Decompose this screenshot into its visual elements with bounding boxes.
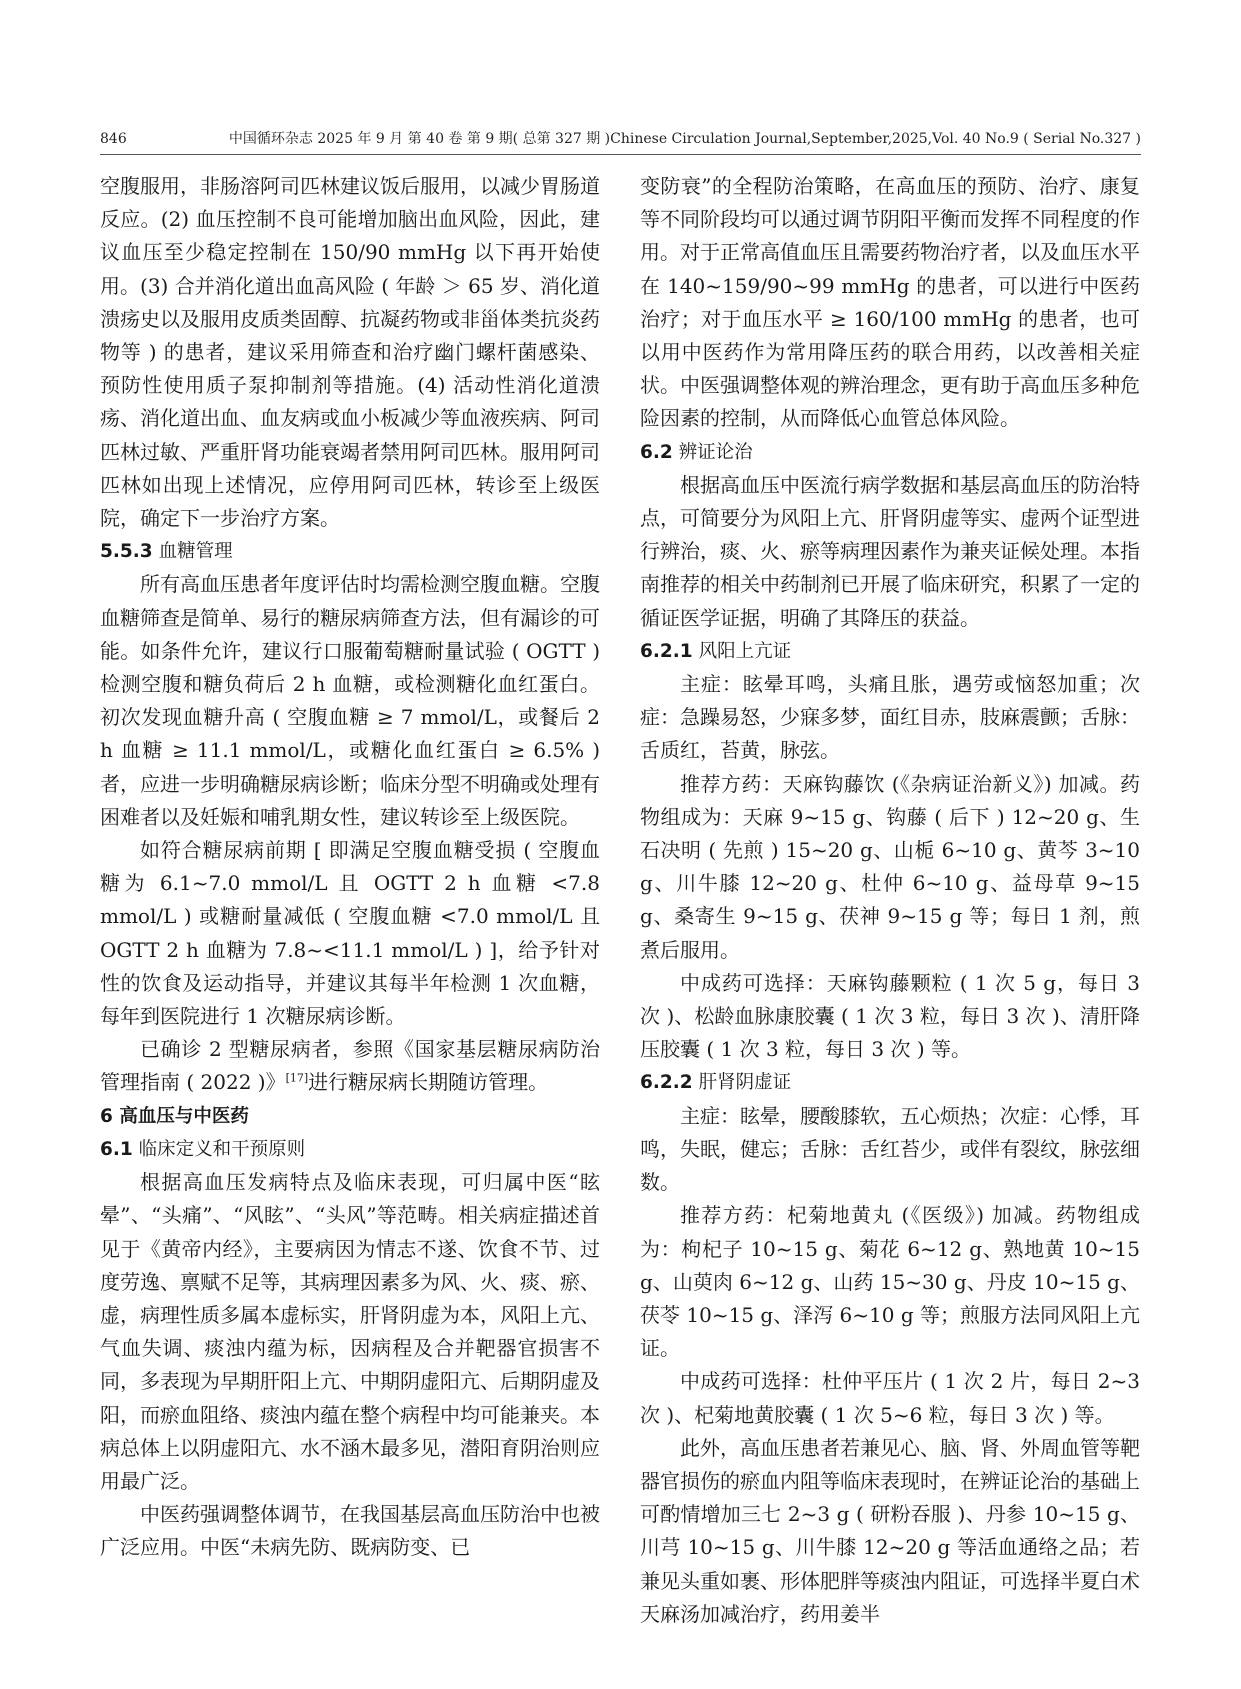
paragraph: 推荐方药：杞菊地黄丸 (《医级》) 加减。药物组成为：枸杞子 10~15 g、菊花 6~12 g、熟地黄 10~15 g、山萸肉 6~12 g、山药 15~30 g、丹皮 10~15 g、茯苓 10~15 g、泽泻 6~10 g 等；煎服方法同风阳上亢证。: [640, 1203, 1140, 1361]
paragraph: 主症：眩晕耳鸣，头痛且胀，遇劳或恼怒加重；次症：急躁易怒，少寐多梦，面红目赤，肢麻震颤；舌脉：舌质红，苔黄，脉弦。: [640, 672, 1140, 763]
paragraph-text: 已确诊 2 型糖尿病者，参照《国家基层糖尿病防治管理指南 ( 2022 )》: [100, 1037, 600, 1095]
running-header: [100, 128, 1141, 150]
left-column: [100, 170, 600, 1650]
header-rule: [100, 154, 1141, 155]
citation-ref[interactable]: [17]: [285, 1071, 309, 1085]
section-number: 6.2: [640, 441, 673, 463]
section-number: 6.1: [100, 1138, 133, 1160]
paragraph-with-citation: [100, 1033, 600, 1099]
paragraph: 变防衰”的全程防治策略，在高血压的预防、治疗、康复等不同阶段均可以通过调节阴阳平衡而发挥不同程度的作用。对于正常高值血压且需要药物治疗者，以及血压水平在 140~159/90~99 mmHg 的患者，可以进行中医药治疗；对于血压水平 ≥ 160/100 mmHg 的患者，也可以用中医药作为常用降压药的联合用药，以改善相关症状。中医强调整体观的辨治理念，更有助于高血压多种危险因素的控制，从而降低心血管总体风险。: [640, 174, 1140, 431]
paragraph: 空腹服用，非肠溶阿司匹林建议饭后服用，以减少胃肠道反应。(2) 血压控制不良可能增加脑出血风险，因此，建议血压至少稳定控制在 150/90 mmHg 以下再开始使用。(3) 合并消化道出血高风险 ( 年龄 ＞ 65 岁、消化道溃疡史以及服用皮质类固醇、抗凝药物或非甾体类抗炎药物等 ) 的患者，建议采用筛查和治疗幽门螺杆菌感染、预防性使用质子泵抑制剂等措施。(4) 活动性消化道溃疡、消化道出血、血友病或血小板减少等血液疾病、阿司匹林过敏、严重肝肾功能衰竭者禁用阿司匹林。服用阿司匹林如出现上述情况，应停用阿司匹林，转诊至上级医院，确定下一步治疗方案。: [100, 174, 600, 531]
section-title: 辨证论治: [678, 441, 753, 463]
paragraph: 根据高血压中医流行病学数据和基层高血压的防治特点，可简要分为风阳上亢、肝肾阴虚等实、虚两个证型进行辨治，痰、火、瘀等病理因素作为兼夹证候处理。本指南推荐的相关中药制剂已开展了临床研究，积累了一定的循证医学证据，明确了其降压的获益。: [640, 472, 1140, 630]
page-number: 846: [100, 131, 127, 147]
paragraph: 中成药可选择：天麻钩藤颗粒 ( 1 次 5 g，每日 3 次 )、松龄血脉康胶囊 ( 1 次 3 粒，每日 3 次 )、清肝降压胶囊 ( 1 次 3 粒，每日 3 次 ) 等。: [640, 970, 1140, 1062]
section-number: 6.2.2: [640, 1072, 693, 1094]
paragraph: 主症：眩晕，腰酸膝软，五心烦热；次症：心悸，耳鸣，失眠，健忘；舌脉：舌红苔少，或伴有裂纹，脉弦细数。: [640, 1103, 1140, 1195]
section-heading-6-2-2: [640, 1066, 1140, 1099]
paragraph: 推荐方药：天麻钩藤饮 (《杂病证治新义》) 加减。药物组成为：天麻 9~15 g、钩藤 ( 后下 ) 12~20 g、生石决明 ( 先煎 ) 15~20 g、山栀 6~10 g、黄芩 3~10 g、川牛膝 12~20 g、杜仲 6~10 g、益母草 9~15 g、桑寄生 9~15 g、茯神 9~15 g 等；每日 1 剂，煎煮后服用。: [640, 771, 1140, 962]
section-heading-6-1: [100, 1133, 600, 1166]
section-heading-5-5-3: [100, 535, 600, 568]
running-title: 中国循环杂志 2025 年 9 月 第 40 卷 第 9 期( 总第 327 期 )Chinese Circulation Journal,September,2025,Vol. 40 No.9 ( Serial No.327 ): [228, 131, 1141, 147]
section-number: 5.5.3: [100, 541, 153, 563]
section-heading-6-2-1: [640, 635, 1140, 668]
paragraph: 中医药强调整体调节，在我国基层高血压防治中也被广泛应用。中医“未病先防、既病防变、已: [100, 1502, 600, 1560]
paragraph: 中成药可选择：杜仲平压片 ( 1 次 2 片，每日 2~3 次 )、杞菊地黄胶囊 ( 1 次 5~6 粒，每日 3 次 ) 等。: [640, 1369, 1140, 1427]
section-title: 临床定义和干预原则: [138, 1138, 306, 1160]
section-title: 血糖管理: [158, 541, 233, 563]
section-title: 肝肾阴虚证: [698, 1072, 792, 1094]
section-number: 6.2.1: [640, 640, 693, 662]
paragraph: 此外，高血压患者若兼见心、脑、肾、外周血管等靶器官损伤的瘀血内阻等临床表现时，在辨证论治的基础上可酌情增加三七 2~3 g ( 研粉吞服 )、丹参 10~15 g、川芎 10~15 g、川牛膝 12~20 g 等活血通络之品；若兼见头重如裹、形体肥胖等痰浊内阻证，可选择半夏白术天麻汤加减治疗，药用姜半: [640, 1435, 1140, 1626]
paragraph: 根据高血压发病特点及临床表现，可归属中医“眩晕”、“头痛”、“风眩”、“头风”等范畴。相关病症描述首见于《黄帝内经》，主要病因为情志不遂、饮食不节、过度劳逸、禀赋不足等，其病理因素多为风、火、痰、瘀、虚，病理性质多属本虚标实，肝肾阴虚为本，风阳上亢、气血失调、痰浊内蕴为标，因病程及合并靶器官损害不同，多表现为早期肝阳上亢、中期阴虚阳亢、后期阴虚及阳，而瘀血阻络、痰浊内蕴在整个病程中均可能兼夹。本病总体上以阴虚阳亢、水不涵木最多见，潜阳育阴治则应用最广泛。: [100, 1170, 600, 1493]
paragraph: 所有高血压患者年度评估时均需检测空腹血糖。空腹血糖筛查是简单、易行的糖尿病筛查方法，但有漏诊的可能。如条件允许，建议行口服葡萄糖耐量试验 ( OGTT ) 检测空腹和糖负荷后 2 h 血糖，或检测糖化血红蛋白。初次发现血糖升高 ( 空腹血糖 ≥ 7 mmol/L，或餐后 2 h 血糖 ≥ 11.1 mmol/L，或糖化血红蛋白 ≥ 6.5% ) 者，应进一步明确糖尿病诊断；临床分型不明确或处理有困难者以及妊娠和哺乳期女性，建议转诊至上级医院。: [100, 572, 600, 829]
section-title: 风阳上亢证: [698, 640, 792, 662]
paragraph: 如符合糖尿病前期 [ 即满足空腹血糖受损 ( 空腹血糖为 6.1~7.0 mmol/L 且 OGTT 2 h 血糖 <7.8 mmol/L ) 或糖耐量减低 ( 空腹血糖 <7.0 mmol/L 且 OGTT 2 h 血糖为 7.8~<11.1 mmol/L ) ]，给予针对性的饮食及运动指导，并建议其每半年检测 1 次血糖，每年到医院进行 1 次糖尿病诊断。: [100, 838, 600, 1029]
paragraph-text: 进行糖尿病长期随访管理。: [308, 1070, 549, 1095]
section-heading-6: 6 高血压与中医药: [100, 1105, 249, 1127]
section-heading-6-2: [640, 436, 1140, 469]
right-column: [640, 170, 1140, 1650]
